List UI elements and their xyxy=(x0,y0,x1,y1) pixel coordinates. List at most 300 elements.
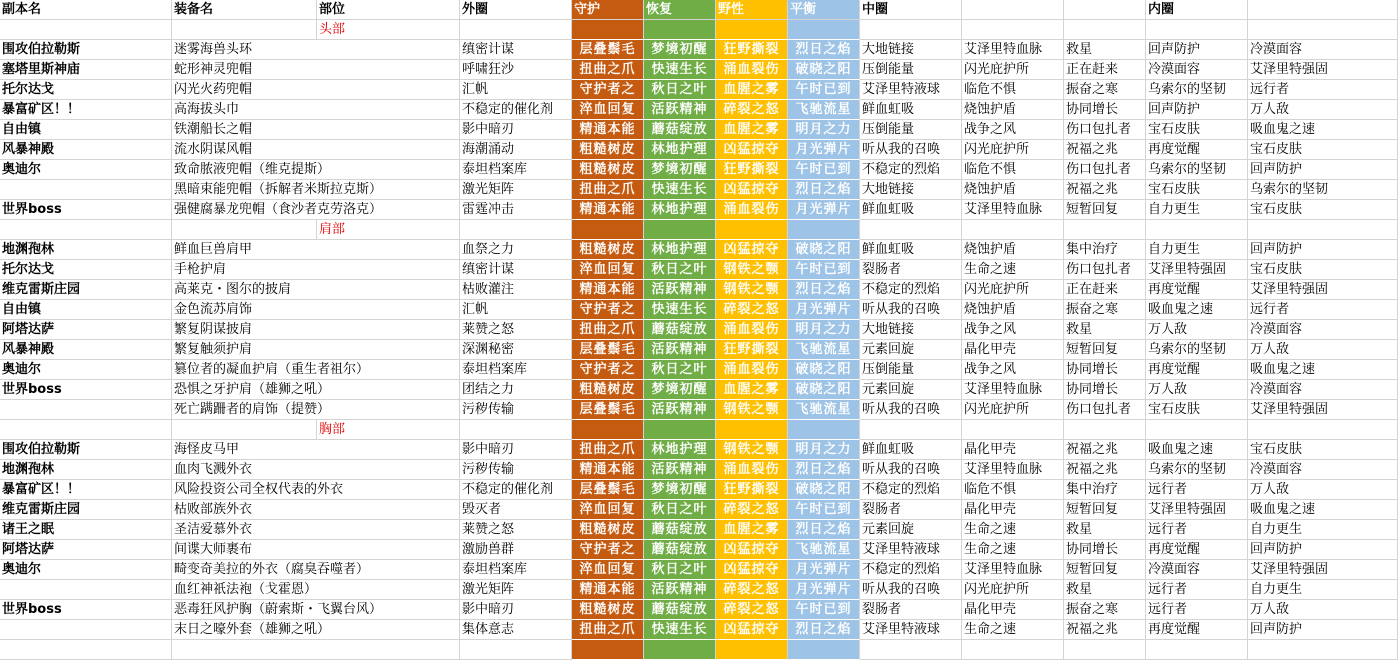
middle-2-cell[interactable]: 烧蚀护盾 xyxy=(962,300,1064,320)
middle-2-cell[interactable]: 闪光庇护所 xyxy=(962,580,1064,600)
inner-2-cell[interactable]: 回声防护 xyxy=(1248,540,1398,560)
middle-3-cell[interactable]: 短暂回复 xyxy=(1064,200,1146,220)
wild-cell[interactable]: 涌血裂伤 xyxy=(716,360,788,380)
recovery-cell[interactable]: 蘑菇绽放 xyxy=(644,600,716,620)
guard-cell[interactable]: 精通本能 xyxy=(572,200,644,220)
balance-cell[interactable]: 飞驰流星 xyxy=(788,540,860,560)
middle-1-cell[interactable]: 艾泽里特液球 xyxy=(860,540,962,560)
inner-2-cell[interactable]: 自力更生 xyxy=(1248,520,1398,540)
inner-2-cell[interactable]: 艾泽里特强固 xyxy=(1248,280,1398,300)
dungeon-cell[interactable]: 地渊孢林 xyxy=(0,460,172,480)
wild-cell[interactable] xyxy=(716,420,788,440)
item-cell[interactable]: 致命脓液兜帽（维克提斯） xyxy=(172,160,460,180)
item-cell[interactable]: 高莱克・图尔的披肩 xyxy=(172,280,460,300)
recovery-cell[interactable]: 梦境初醒 xyxy=(644,480,716,500)
balance-cell[interactable]: 烈日之焰 xyxy=(788,280,860,300)
balance-cell[interactable]: 午时已到 xyxy=(788,600,860,620)
outer-cell[interactable]: 汇帆 xyxy=(460,300,572,320)
guard-cell[interactable]: 淬血回复 xyxy=(572,500,644,520)
middle-1-cell[interactable]: 大地链接 xyxy=(860,180,962,200)
inner-2-cell[interactable]: 冷漠面容 xyxy=(1248,320,1398,340)
inner-2-cell[interactable]: 自力更生 xyxy=(1248,580,1398,600)
middle-3-cell[interactable]: 祝福之兆 xyxy=(1064,140,1146,160)
middle-3-cell[interactable]: 协同增长 xyxy=(1064,540,1146,560)
guard-cell[interactable]: 粗糙树皮 xyxy=(572,520,644,540)
middle-3-cell[interactable]: 短暂回复 xyxy=(1064,500,1146,520)
middle-3-cell[interactable]: 振奋之寒 xyxy=(1064,600,1146,620)
inner-1-cell[interactable]: 再度觉醒 xyxy=(1146,540,1248,560)
wild-cell[interactable]: 凶猛掠夺 xyxy=(716,540,788,560)
inner-1-cell[interactable] xyxy=(1146,640,1248,660)
dungeon-cell[interactable]: 围攻伯拉勒斯 xyxy=(0,40,172,60)
inner-1-cell[interactable]: 万人敌 xyxy=(1146,320,1248,340)
middle-3-cell[interactable]: 救星 xyxy=(1064,520,1146,540)
inner-2-cell[interactable]: 万人敌 xyxy=(1248,600,1398,620)
middle-1-cell[interactable]: 元素回旋 xyxy=(860,520,962,540)
balance-cell[interactable]: 午时已到 xyxy=(788,260,860,280)
balance-cell[interactable]: 烈日之焰 xyxy=(788,460,860,480)
middle-2-cell[interactable]: 生命之速 xyxy=(962,620,1064,640)
balance-cell[interactable]: 破晓之阳 xyxy=(788,380,860,400)
section-label[interactable]: 头部 xyxy=(317,20,460,40)
guard-cell[interactable] xyxy=(572,220,644,240)
inner-1-cell[interactable]: 远行者 xyxy=(1146,480,1248,500)
wild-cell[interactable]: 碎裂之怒 xyxy=(716,600,788,620)
header-guard[interactable]: 守护 xyxy=(572,0,644,20)
wild-cell[interactable] xyxy=(716,20,788,40)
guard-cell[interactable]: 精通本能 xyxy=(572,460,644,480)
outer-cell[interactable]: 缜密计谋 xyxy=(460,40,572,60)
middle-3-cell[interactable]: 集中治疗 xyxy=(1064,480,1146,500)
recovery-cell[interactable] xyxy=(644,20,716,40)
balance-cell[interactable]: 破晓之阳 xyxy=(788,60,860,80)
middle-2-cell[interactable]: 战争之风 xyxy=(962,320,1064,340)
middle-1-cell[interactable]: 鲜血虹吸 xyxy=(860,200,962,220)
dungeon-cell[interactable] xyxy=(0,400,172,420)
guard-cell[interactable]: 守护者之 xyxy=(572,80,644,100)
wild-cell[interactable]: 血腥之雾 xyxy=(716,120,788,140)
empty-cell[interactable] xyxy=(0,420,172,440)
guard-cell[interactable]: 粗糙树皮 xyxy=(572,380,644,400)
outer-cell[interactable]: 影中暗刃 xyxy=(460,440,572,460)
guard-cell[interactable] xyxy=(572,20,644,40)
guard-cell[interactable]: 淬血回复 xyxy=(572,560,644,580)
dungeon-cell[interactable]: 阿塔达萨 xyxy=(0,320,172,340)
guard-cell[interactable]: 层叠鬃毛 xyxy=(572,40,644,60)
inner-1-cell[interactable]: 自力更生 xyxy=(1146,240,1248,260)
middle-3-cell[interactable]: 救星 xyxy=(1064,580,1146,600)
empty-cell[interactable] xyxy=(172,220,317,240)
recovery-cell[interactable]: 蘑菇绽放 xyxy=(644,320,716,340)
guard-cell[interactable]: 层叠鬃毛 xyxy=(572,480,644,500)
middle-1-cell[interactable]: 压倒能量 xyxy=(860,120,962,140)
middle-2-cell[interactable] xyxy=(962,640,1064,660)
header-balance[interactable]: 平衡 xyxy=(788,0,860,20)
recovery-cell[interactable]: 快速生长 xyxy=(644,180,716,200)
middle-1-cell[interactable]: 不稳定的烈焰 xyxy=(860,160,962,180)
item-cell[interactable]: 繁复触须护肩 xyxy=(172,340,460,360)
guard-cell[interactable]: 扭曲之爪 xyxy=(572,440,644,460)
inner-2-cell[interactable]: 吸血鬼之速 xyxy=(1248,500,1398,520)
middle-2-cell[interactable]: 烧蚀护盾 xyxy=(962,100,1064,120)
header-blank[interactable] xyxy=(1064,0,1146,20)
recovery-cell[interactable]: 秋日之叶 xyxy=(644,360,716,380)
middle-3-cell[interactable]: 振奋之寒 xyxy=(1064,80,1146,100)
inner-1-cell[interactable]: 宝石皮肤 xyxy=(1146,400,1248,420)
guard-cell[interactable]: 淬血回复 xyxy=(572,260,644,280)
middle-3-cell[interactable]: 协同增长 xyxy=(1064,100,1146,120)
dungeon-cell[interactable]: 阿塔达萨 xyxy=(0,540,172,560)
inner-2-cell[interactable]: 远行者 xyxy=(1248,80,1398,100)
inner-1-cell[interactable]: 回声防护 xyxy=(1146,100,1248,120)
middle-3-cell[interactable]: 祝福之兆 xyxy=(1064,460,1146,480)
section-label[interactable]: 胸部 xyxy=(317,420,460,440)
middle-2-cell[interactable]: 战争之风 xyxy=(962,360,1064,380)
middle-1-cell[interactable]: 裂肠者 xyxy=(860,500,962,520)
middle-2-cell[interactable]: 烧蚀护盾 xyxy=(962,240,1064,260)
empty-cell[interactable] xyxy=(1248,20,1398,40)
outer-cell[interactable]: 污秽传输 xyxy=(460,460,572,480)
inner-1-cell[interactable]: 宝石皮肤 xyxy=(1146,120,1248,140)
middle-3-cell[interactable]: 短暂回复 xyxy=(1064,340,1146,360)
outer-cell[interactable]: 泰坦档案库 xyxy=(460,160,572,180)
empty-cell[interactable] xyxy=(1064,420,1146,440)
header-wild[interactable]: 野性 xyxy=(716,0,788,20)
empty-cell[interactable] xyxy=(860,220,962,240)
balance-cell[interactable]: 月光弹片 xyxy=(788,300,860,320)
dungeon-cell[interactable]: 风暴神殿 xyxy=(0,140,172,160)
balance-cell[interactable]: 明月之力 xyxy=(788,320,860,340)
empty-cell[interactable] xyxy=(1146,20,1248,40)
middle-3-cell[interactable]: 正在赶来 xyxy=(1064,280,1146,300)
inner-1-cell[interactable]: 宝石皮肤 xyxy=(1146,180,1248,200)
middle-3-cell[interactable]: 救星 xyxy=(1064,40,1146,60)
recovery-cell[interactable]: 活跃精神 xyxy=(644,400,716,420)
inner-2-cell[interactable]: 万人敌 xyxy=(1248,100,1398,120)
inner-2-cell[interactable]: 回声防护 xyxy=(1248,240,1398,260)
inner-2-cell[interactable]: 艾泽里特强固 xyxy=(1248,560,1398,580)
outer-cell[interactable]: 汇帆 xyxy=(460,80,572,100)
item-cell[interactable]: 铁潮船长之帽 xyxy=(172,120,460,140)
item-cell[interactable]: 末日之嚎外套（雄狮之吼） xyxy=(172,620,460,640)
guard-cell[interactable]: 淬血回复 xyxy=(572,100,644,120)
item-cell[interactable]: 枯败部族外衣 xyxy=(172,500,460,520)
inner-2-cell[interactable]: 宝石皮肤 xyxy=(1248,140,1398,160)
inner-2-cell[interactable]: 艾泽里特强固 xyxy=(1248,400,1398,420)
balance-cell[interactable]: 月光弹片 xyxy=(788,580,860,600)
middle-2-cell[interactable]: 艾泽里特血脉 xyxy=(962,40,1064,60)
item-cell[interactable]: 繁复阴谋披肩 xyxy=(172,320,460,340)
wild-cell[interactable]: 凶猛掠夺 xyxy=(716,180,788,200)
wild-cell[interactable]: 凶猛掠夺 xyxy=(716,240,788,260)
middle-1-cell[interactable]: 不稳定的烈焰 xyxy=(860,560,962,580)
empty-cell[interactable] xyxy=(460,420,572,440)
inner-1-cell[interactable]: 万人敌 xyxy=(1146,380,1248,400)
empty-cell[interactable] xyxy=(1146,220,1248,240)
inner-1-cell[interactable]: 乌索尔的坚韧 xyxy=(1146,340,1248,360)
dungeon-cell[interactable]: 维克雷斯庄园 xyxy=(0,280,172,300)
dungeon-cell[interactable]: 围攻伯拉勒斯 xyxy=(0,440,172,460)
recovery-cell[interactable]: 蘑菇绽放 xyxy=(644,520,716,540)
inner-1-cell[interactable]: 再度觉醒 xyxy=(1146,140,1248,160)
recovery-cell[interactable]: 快速生长 xyxy=(644,620,716,640)
inner-2-cell[interactable]: 万人敌 xyxy=(1248,340,1398,360)
middle-1-cell[interactable]: 压倒能量 xyxy=(860,60,962,80)
middle-3-cell[interactable]: 振奋之寒 xyxy=(1064,300,1146,320)
header-blank[interactable] xyxy=(1248,0,1398,20)
middle-1-cell[interactable]: 鲜血虹吸 xyxy=(860,240,962,260)
wild-cell[interactable]: 狂野撕裂 xyxy=(716,160,788,180)
dungeon-cell[interactable] xyxy=(0,580,172,600)
inner-1-cell[interactable]: 回声防护 xyxy=(1146,40,1248,60)
recovery-cell[interactable] xyxy=(644,420,716,440)
middle-2-cell[interactable]: 晶化甲壳 xyxy=(962,600,1064,620)
inner-2-cell[interactable]: 万人敌 xyxy=(1248,480,1398,500)
empty-cell[interactable] xyxy=(1248,420,1398,440)
middle-1-cell[interactable]: 元素回旋 xyxy=(860,340,962,360)
recovery-cell[interactable] xyxy=(644,220,716,240)
recovery-cell[interactable]: 蘑菇绽放 xyxy=(644,540,716,560)
item-cell[interactable]: 血红神祇法袍（戈霍恩） xyxy=(172,580,460,600)
wild-cell[interactable]: 钢铁之颚 xyxy=(716,260,788,280)
recovery-cell[interactable]: 林地护理 xyxy=(644,200,716,220)
recovery-cell[interactable]: 梦境初醒 xyxy=(644,160,716,180)
outer-cell[interactable]: 污秽传输 xyxy=(460,400,572,420)
guard-cell[interactable]: 粗糙树皮 xyxy=(572,160,644,180)
item-cell[interactable]: 黑暗束能兜帽（拆解者米斯拉克斯） xyxy=(172,180,460,200)
outer-cell[interactable]: 影中暗刃 xyxy=(460,600,572,620)
wild-cell[interactable]: 碎裂之怒 xyxy=(716,580,788,600)
inner-1-cell[interactable]: 再度觉醒 xyxy=(1146,620,1248,640)
wild-cell[interactable]: 血腥之雾 xyxy=(716,380,788,400)
recovery-cell[interactable]: 快速生长 xyxy=(644,300,716,320)
empty-cell[interactable] xyxy=(172,20,317,40)
middle-3-cell[interactable]: 救星 xyxy=(1064,320,1146,340)
outer-cell[interactable]: 雷霆冲击 xyxy=(460,200,572,220)
balance-cell[interactable]: 明月之力 xyxy=(788,440,860,460)
wild-cell[interactable]: 碎裂之怒 xyxy=(716,100,788,120)
middle-2-cell[interactable]: 烧蚀护盾 xyxy=(962,180,1064,200)
outer-cell[interactable]: 泰坦档案库 xyxy=(460,560,572,580)
empty-cell[interactable] xyxy=(172,420,317,440)
empty-cell[interactable] xyxy=(962,420,1064,440)
middle-2-cell[interactable]: 生命之速 xyxy=(962,520,1064,540)
item-cell[interactable]: 高海拔头巾 xyxy=(172,100,460,120)
middle-1-cell[interactable]: 鲜血虹吸 xyxy=(860,100,962,120)
middle-1-cell[interactable]: 大地链接 xyxy=(860,40,962,60)
empty-cell[interactable] xyxy=(0,20,172,40)
middle-1-cell[interactable]: 听从我的召唤 xyxy=(860,300,962,320)
dungeon-cell[interactable]: 维克雷斯庄园 xyxy=(0,500,172,520)
inner-2-cell[interactable]: 冷漠面容 xyxy=(1248,40,1398,60)
section-label[interactable]: 肩部 xyxy=(317,220,460,240)
header-dungeon[interactable]: 副本名 xyxy=(0,0,172,20)
middle-2-cell[interactable]: 临危不惧 xyxy=(962,160,1064,180)
inner-2-cell[interactable]: 吸血鬼之速 xyxy=(1248,360,1398,380)
middle-1-cell[interactable]: 压倒能量 xyxy=(860,360,962,380)
inner-2-cell[interactable]: 回声防护 xyxy=(1248,160,1398,180)
inner-2-cell[interactable]: 宝石皮肤 xyxy=(1248,260,1398,280)
item-cell[interactable]: 闪光火药兜帽 xyxy=(172,80,460,100)
inner-1-cell[interactable]: 乌索尔的坚韧 xyxy=(1146,80,1248,100)
wild-cell[interactable]: 凶猛掠夺 xyxy=(716,560,788,580)
recovery-cell[interactable]: 梦境初醒 xyxy=(644,380,716,400)
dungeon-cell[interactable]: 托尔达戈 xyxy=(0,80,172,100)
inner-1-cell[interactable]: 再度觉醒 xyxy=(1146,280,1248,300)
outer-cell[interactable]: 呼啸狂沙 xyxy=(460,60,572,80)
balance-cell[interactable]: 烈日之焰 xyxy=(788,180,860,200)
empty-cell[interactable] xyxy=(962,20,1064,40)
dungeon-cell[interactable]: 塞塔里斯神庙 xyxy=(0,60,172,80)
outer-cell[interactable]: 激光矩阵 xyxy=(460,180,572,200)
wild-cell[interactable]: 涌血裂伤 xyxy=(716,200,788,220)
item-cell[interactable]: 恶毒狂风护胸（蔚索斯・飞翼台风） xyxy=(172,600,460,620)
outer-cell[interactable]: 莱赞之怒 xyxy=(460,320,572,340)
header-blank[interactable] xyxy=(962,0,1064,20)
empty-cell[interactable] xyxy=(1064,20,1146,40)
header-middle[interactable]: 中圈 xyxy=(860,0,962,20)
wild-cell[interactable]: 血腥之雾 xyxy=(716,80,788,100)
inner-2-cell[interactable]: 回声防护 xyxy=(1248,620,1398,640)
middle-1-cell[interactable]: 艾泽里特液球 xyxy=(860,620,962,640)
inner-1-cell[interactable]: 远行者 xyxy=(1146,580,1248,600)
middle-3-cell[interactable]: 协同增长 xyxy=(1064,360,1146,380)
item-cell[interactable]: 鲜血巨兽肩甲 xyxy=(172,240,460,260)
balance-cell[interactable]: 飞驰流星 xyxy=(788,400,860,420)
outer-cell[interactable]: 不稳定的催化剂 xyxy=(460,100,572,120)
middle-2-cell[interactable]: 临危不惧 xyxy=(962,480,1064,500)
middle-2-cell[interactable]: 艾泽里特血脉 xyxy=(962,200,1064,220)
recovery-cell[interactable]: 秋日之叶 xyxy=(644,260,716,280)
item-cell[interactable]: 迷雾海兽头环 xyxy=(172,40,460,60)
dungeon-cell[interactable]: 世界boss xyxy=(0,380,172,400)
middle-3-cell[interactable] xyxy=(1064,640,1146,660)
balance-cell[interactable]: 午时已到 xyxy=(788,80,860,100)
item-cell[interactable]: 死亡蹒跚者的肩饰（提赞） xyxy=(172,400,460,420)
inner-2-cell[interactable]: 远行者 xyxy=(1248,300,1398,320)
empty-cell[interactable] xyxy=(860,20,962,40)
balance-cell[interactable]: 破晓之阳 xyxy=(788,360,860,380)
middle-2-cell[interactable]: 晶化甲壳 xyxy=(962,500,1064,520)
header-inner[interactable]: 内圈 xyxy=(1146,0,1248,20)
empty-cell[interactable] xyxy=(860,420,962,440)
guard-cell[interactable]: 粗糙树皮 xyxy=(572,140,644,160)
guard-cell[interactable]: 扭曲之爪 xyxy=(572,60,644,80)
balance-cell[interactable]: 明月之力 xyxy=(788,120,860,140)
middle-2-cell[interactable]: 生命之速 xyxy=(962,260,1064,280)
guard-cell[interactable]: 层叠鬃毛 xyxy=(572,340,644,360)
outer-cell[interactable]: 血祭之力 xyxy=(460,240,572,260)
header-slot[interactable]: 部位 xyxy=(317,0,460,20)
dungeon-cell[interactable]: 自由镇 xyxy=(0,120,172,140)
guard-cell[interactable]: 守护者之 xyxy=(572,300,644,320)
recovery-cell[interactable]: 蘑菇绽放 xyxy=(644,120,716,140)
balance-cell[interactable]: 月光弹片 xyxy=(788,140,860,160)
middle-1-cell[interactable] xyxy=(860,640,962,660)
recovery-cell[interactable]: 活跃精神 xyxy=(644,100,716,120)
middle-3-cell[interactable]: 伤口包扎者 xyxy=(1064,260,1146,280)
inner-1-cell[interactable]: 冷漠面容 xyxy=(1146,560,1248,580)
inner-2-cell[interactable]: 冷漠面容 xyxy=(1248,380,1398,400)
guard-cell[interactable]: 精通本能 xyxy=(572,120,644,140)
balance-cell[interactable] xyxy=(788,420,860,440)
dungeon-cell[interactable]: 风暴神殿 xyxy=(0,340,172,360)
outer-cell[interactable] xyxy=(460,640,572,660)
middle-2-cell[interactable]: 晶化甲壳 xyxy=(962,440,1064,460)
empty-cell[interactable] xyxy=(0,220,172,240)
middle-1-cell[interactable]: 大地链接 xyxy=(860,320,962,340)
outer-cell[interactable]: 莱赞之怒 xyxy=(460,520,572,540)
empty-cell[interactable] xyxy=(1146,420,1248,440)
wild-cell[interactable]: 钢铁之颚 xyxy=(716,280,788,300)
recovery-cell[interactable]: 秋日之叶 xyxy=(644,560,716,580)
inner-1-cell[interactable]: 艾泽里特强固 xyxy=(1146,500,1248,520)
recovery-cell[interactable]: 秋日之叶 xyxy=(644,80,716,100)
dungeon-cell[interactable]: 暴富矿区！！ xyxy=(0,100,172,120)
balance-cell[interactable]: 破晓之阳 xyxy=(788,240,860,260)
recovery-cell[interactable]: 林地护理 xyxy=(644,240,716,260)
middle-3-cell[interactable]: 正在赶来 xyxy=(1064,60,1146,80)
inner-2-cell[interactable]: 乌索尔的坚韧 xyxy=(1248,180,1398,200)
middle-3-cell[interactable]: 短暂回复 xyxy=(1064,560,1146,580)
balance-cell[interactable] xyxy=(788,640,860,660)
recovery-cell[interactable]: 活跃精神 xyxy=(644,280,716,300)
item-cell[interactable]: 畸变奇美拉的外衣（腐臭吞噬者） xyxy=(172,560,460,580)
recovery-cell[interactable]: 活跃精神 xyxy=(644,580,716,600)
outer-cell[interactable]: 海潮涌动 xyxy=(460,140,572,160)
dungeon-cell[interactable]: 地渊孢林 xyxy=(0,240,172,260)
middle-2-cell[interactable]: 生命之速 xyxy=(962,540,1064,560)
wild-cell[interactable]: 碎裂之怒 xyxy=(716,500,788,520)
middle-1-cell[interactable]: 裂肠者 xyxy=(860,260,962,280)
dungeon-cell[interactable] xyxy=(0,620,172,640)
dungeon-cell[interactable]: 自由镇 xyxy=(0,300,172,320)
item-cell[interactable]: 蛇形神灵兜帽 xyxy=(172,60,460,80)
middle-1-cell[interactable]: 裂肠者 xyxy=(860,600,962,620)
item-cell[interactable]: 篡位者的凝血护肩（重生者祖尔） xyxy=(172,360,460,380)
balance-cell[interactable] xyxy=(788,220,860,240)
item-cell[interactable]: 血肉飞溅外衣 xyxy=(172,460,460,480)
guard-cell[interactable]: 守护者之 xyxy=(572,540,644,560)
balance-cell[interactable]: 月光弹片 xyxy=(788,200,860,220)
middle-2-cell[interactable]: 晶化甲壳 xyxy=(962,340,1064,360)
balance-cell[interactable] xyxy=(788,20,860,40)
dungeon-cell[interactable]: 暴富矿区！！ xyxy=(0,480,172,500)
item-cell[interactable]: 流水阴谋风帽 xyxy=(172,140,460,160)
inner-1-cell[interactable]: 乌索尔的坚韧 xyxy=(1146,460,1248,480)
wild-cell[interactable]: 碎裂之怒 xyxy=(716,300,788,320)
outer-cell[interactable]: 激光矩阵 xyxy=(460,580,572,600)
inner-2-cell[interactable]: 宝石皮肤 xyxy=(1248,200,1398,220)
middle-3-cell[interactable]: 伤口包扎者 xyxy=(1064,160,1146,180)
guard-cell[interactable]: 扭曲之爪 xyxy=(572,320,644,340)
item-cell[interactable]: 金色流苏肩饰 xyxy=(172,300,460,320)
item-cell[interactable]: 圣洁爱慕外衣 xyxy=(172,520,460,540)
middle-3-cell[interactable]: 祝福之兆 xyxy=(1064,440,1146,460)
wild-cell[interactable]: 凶猛掠夺 xyxy=(716,620,788,640)
middle-3-cell[interactable]: 伤口包扎者 xyxy=(1064,120,1146,140)
wild-cell[interactable] xyxy=(716,640,788,660)
guard-cell[interactable]: 精通本能 xyxy=(572,580,644,600)
wild-cell[interactable]: 钢铁之颚 xyxy=(716,440,788,460)
balance-cell[interactable]: 午时已到 xyxy=(788,160,860,180)
dungeon-cell[interactable] xyxy=(0,640,172,660)
inner-2-cell[interactable]: 艾泽里特强固 xyxy=(1248,60,1398,80)
middle-1-cell[interactable]: 听从我的召唤 xyxy=(860,580,962,600)
outer-cell[interactable]: 毁灭者 xyxy=(460,500,572,520)
recovery-cell[interactable]: 林地护理 xyxy=(644,140,716,160)
recovery-cell[interactable]: 活跃精神 xyxy=(644,340,716,360)
